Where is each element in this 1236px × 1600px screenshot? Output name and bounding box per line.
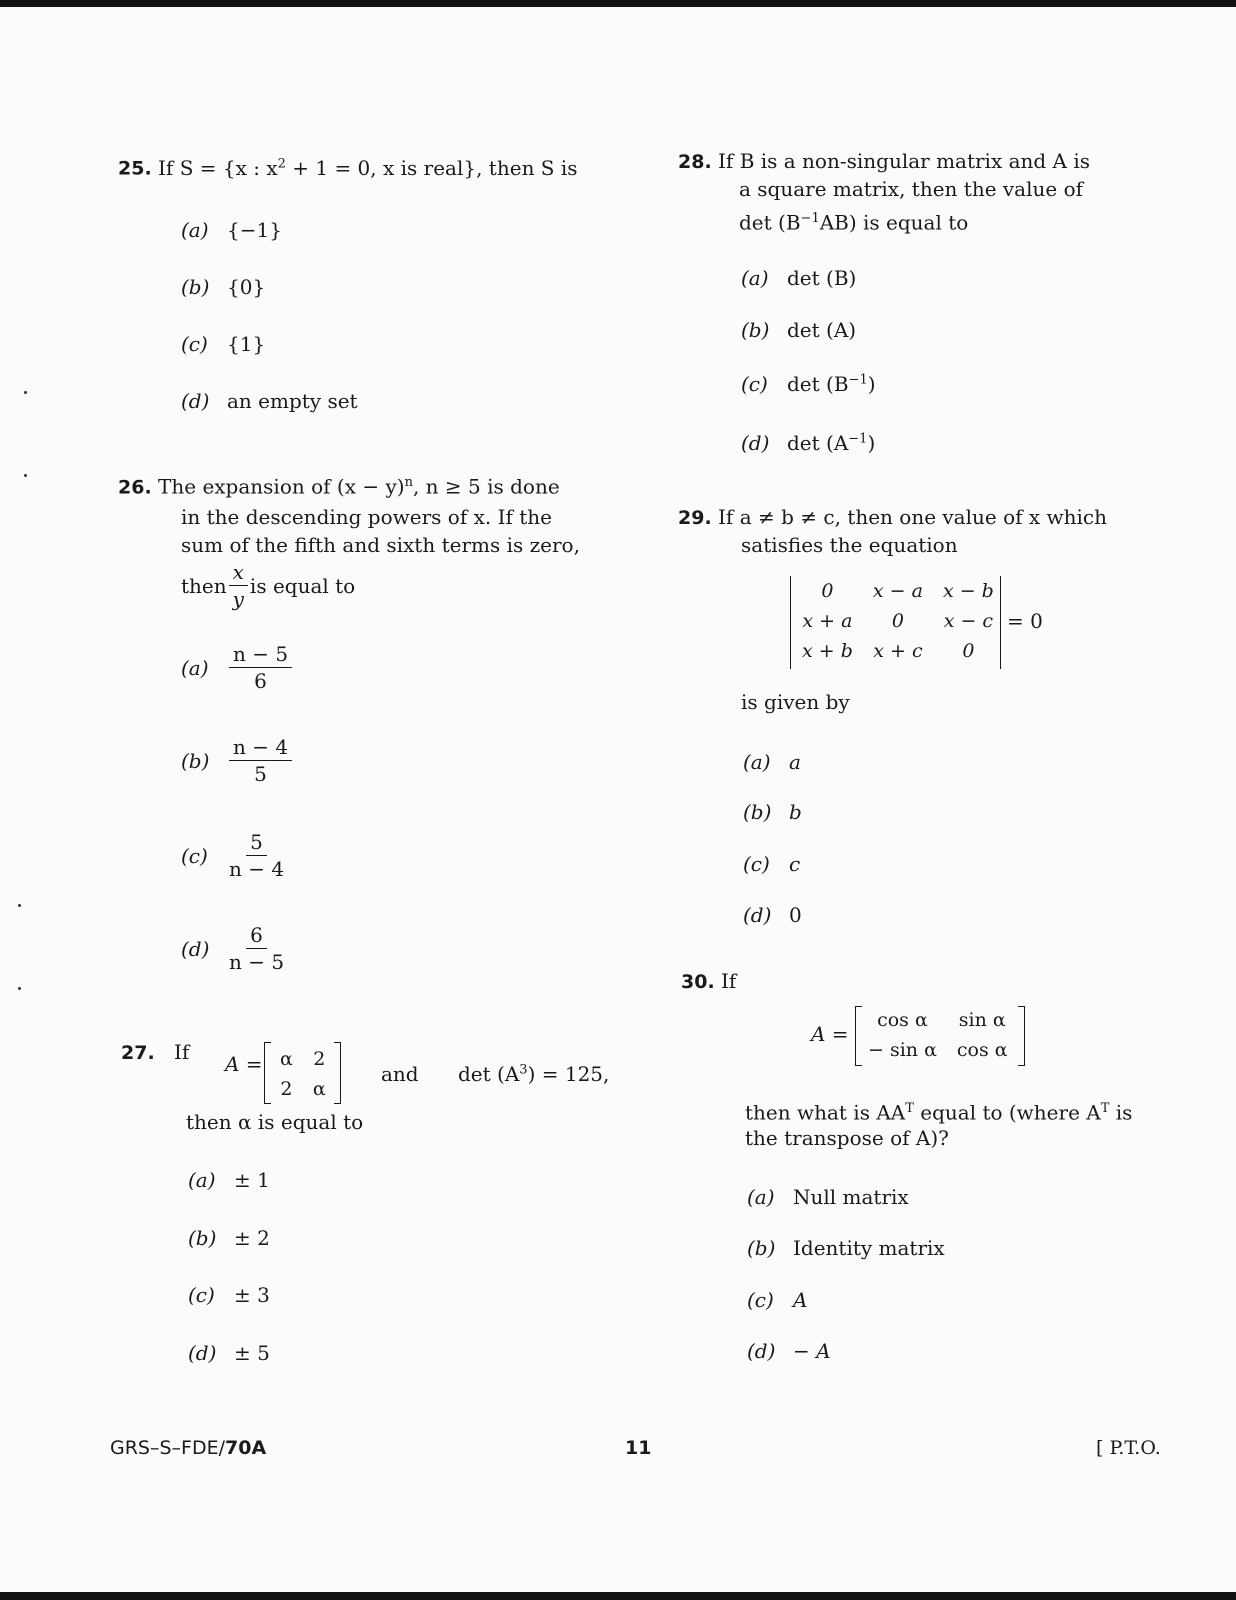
matrix-a: α 2 2 α <box>280 1048 326 1100</box>
matrix-name: A = <box>811 1022 849 1046</box>
option-c: (c) $\det (B^{-1})$ <box>741 372 876 396</box>
margin-dot <box>18 904 21 907</box>
option-d: (d) an empty set <box>181 389 358 413</box>
option-a: (a) ± 1 <box>188 1168 270 1192</box>
option-b: (b) $\frac{n - 4}{5}$ <box>181 735 294 786</box>
top-border <box>0 0 1236 7</box>
margin-dot <box>18 987 21 990</box>
bottom-border <box>0 1592 1236 1600</box>
question-29: 29. If a ≠ b ≠ c, then one value of x which <box>678 505 1107 529</box>
option-a: (a) Null matrix <box>747 1185 909 1209</box>
question-stem-line: $\det (B^{-1}AB)$ is equal to <box>739 210 969 235</box>
question-stem-line: satisfies the equation <box>741 533 958 557</box>
option-b: (b) Identity matrix <box>747 1236 945 1260</box>
page-number: 11 <box>625 1437 652 1459</box>
question-stem-line: sum of the fifth and sixth terms is zero, <box>181 533 580 557</box>
question-number: 27. <box>121 1042 155 1064</box>
option-b: (b) det (A) <box>741 318 857 342</box>
fraction: $\frac{6}{n - 5}$ <box>229 923 285 974</box>
question-number: 30. <box>681 971 715 993</box>
option-c: (c) {1} <box>181 332 266 356</box>
option-b: (b) {0} <box>181 275 266 299</box>
option-c: (c) $\frac{5}{n - 4}$ <box>181 830 285 881</box>
option-c: (c) ± 3 <box>188 1283 270 1307</box>
margin-dot <box>24 474 27 477</box>
margin-dot <box>24 391 27 394</box>
question-number: 26. <box>118 476 152 499</box>
question-stem-line: a square matrix, then the value of <box>739 177 1084 201</box>
fraction: $\frac{n - 4}{5}$ <box>229 735 292 786</box>
question-27 <box>121 1040 155 1064</box>
fraction: $\frac{n - 5}{6}$ <box>229 642 292 693</box>
option-c: (c) c <box>743 852 801 876</box>
paper-code: GRS–S–FDE/70A <box>110 1437 267 1459</box>
determinant-bar-left <box>790 576 791 669</box>
question-stem: If S = {x : $x^2 + 1 = 0$, x is real}, then S is <box>158 155 578 180</box>
option-b: (b) ± 2 <box>188 1226 270 1250</box>
question-stem-line: the transpose of A)? <box>745 1126 949 1150</box>
fraction: $\frac{x}{y}$ <box>229 560 248 611</box>
pto-note: [ P.T.O. <box>1096 1437 1161 1459</box>
option-d: (d) $\det (A^{-1})$ <box>741 431 876 455</box>
determinant-equals: = 0 <box>1007 609 1043 633</box>
determinant-matrix: 0 x − a x − b x + a 0 x − c x + b x + c 0 <box>802 580 994 662</box>
question-number: 28. <box>678 151 712 173</box>
fraction: $\frac{5}{n - 4}$ <box>229 830 285 881</box>
question-30: 30. If <box>681 969 737 993</box>
question-25 <box>118 150 578 183</box>
option-a: (a) det (B) <box>741 266 857 290</box>
option-a: (a) $\frac{n - 5}{6}$ <box>181 642 294 693</box>
question-stem-if: If <box>174 1040 190 1064</box>
question-26: 26. The expansion of $(x - y)^n$, n ≥ 5 is done <box>118 474 560 499</box>
question-stem-line: then what is $AA^T$ equal to (where $A^T$ is <box>745 1100 1133 1125</box>
option-c: (c) A <box>747 1288 808 1312</box>
question-stem-and: and <box>381 1062 419 1086</box>
question-28: 28. If B is a non-singular matrix and A is <box>678 149 1091 173</box>
question-stem-line: is given by <box>741 690 850 714</box>
question-number: 25. <box>118 157 152 180</box>
matrix-bracket-right <box>1018 1006 1025 1066</box>
option-d: (d) − A <box>747 1339 831 1363</box>
option-a: (a) a <box>743 750 801 774</box>
question-number: 29. <box>678 507 712 529</box>
matrix-name: A = <box>225 1052 263 1076</box>
matrix-a: cos α sin α − sin α cos α <box>868 1009 1008 1061</box>
option-d: (d) 0 <box>743 903 802 927</box>
option-a: (a) {−1} <box>181 218 282 242</box>
determinant-condition: $\det (A^3) = 125$, <box>458 1062 610 1086</box>
option-b: (b) b <box>743 800 802 824</box>
question-stem-line: in the descending powers of x. If the <box>181 505 552 529</box>
question-stem-line: then α is equal to <box>186 1110 364 1134</box>
option-d: (d) ± 5 <box>188 1341 270 1365</box>
question-stem-line: then $\frac{x}{y}$ is equal to <box>181 560 356 611</box>
option-d: (d) $\frac{6}{n - 5}$ <box>181 923 285 974</box>
